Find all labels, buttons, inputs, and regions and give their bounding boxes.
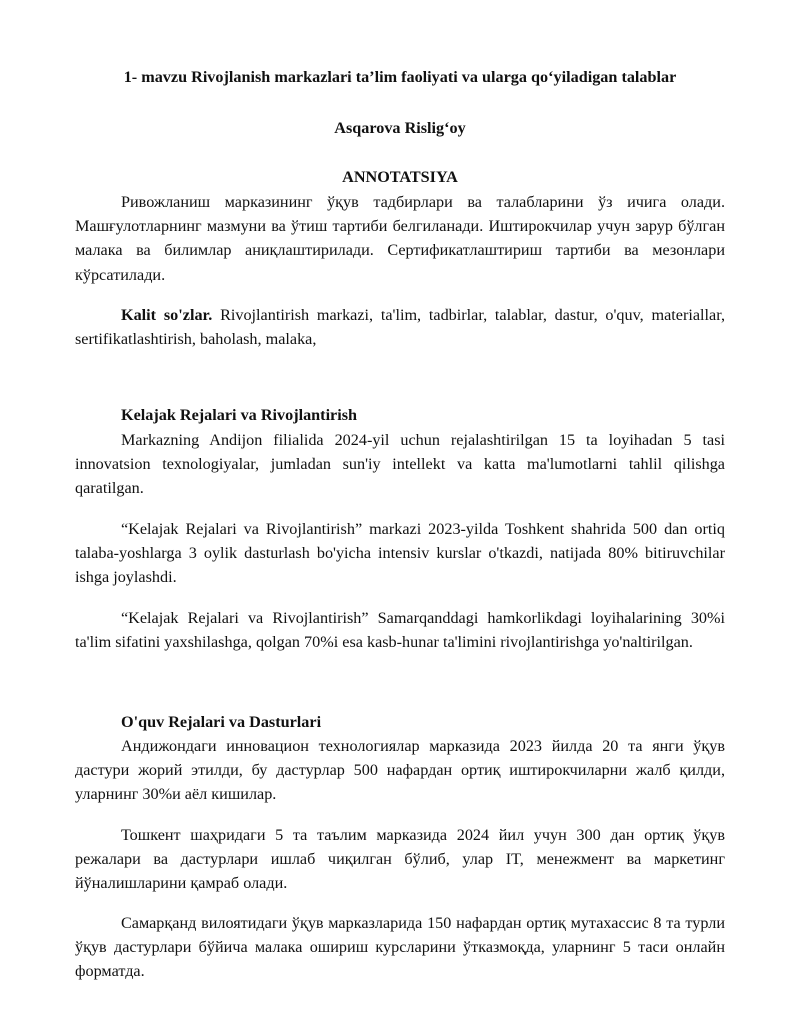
keywords-label: Kalit so'zlar. (121, 306, 213, 324)
section-heading-study-plans: O'quv Rejalari va Dasturlari (121, 713, 322, 731)
paragraph: Тошкент шаҳридаги 5 та таълим марказида 2024 йил учун 300 дан ортиқ ўқув режалари ва дастурлари ишлаб чиқилган бўлиб, улар IT, менежмент ва маркетинг йўналишларини қамраб олади. (75, 826, 725, 893)
keywords-paragraph (75, 303, 725, 351)
document-title: 1- mavzu Rivojlanish markazlari ta’lim faoliyati va ularga qo‘yiladigan talablar (123, 68, 677, 86)
annotation-paragraph: Ривожланиш марказининг ўқув тадбирлари ва талабларини ўз ичига олади. Машғулотларнинг мазмуни ва ўтиш тартиби белгиланади. Иштирокчилар учун зарур бўлган малака ва билимлар аниқлаштирилади. Сертификатлаштириш тартиби ва мезонлари кўрсатилади. (75, 193, 725, 284)
keywords-text: Rivojlantirish markazi, ta'lim, tadbirlar, talablar, dastur, o'quv, materiallar, sertifikatlashtirish, baholash, malaka, (75, 306, 725, 349)
paragraph: Markazning Andijon filialida 2024-yil uchun rejalashtirilgan 15 ta loyihadan 5 tasi innovatsion texnologiyalar, jumladan sun'iy intellekt va katta ma'lumotlarni tahlil qilishga qaratilgan. (75, 431, 725, 498)
paragraph: Андижондаги инновацион технологиялар марказида 2023 йилда 20 та янги ўқув дастури жорий этилди, бу дастурлар 500 нафардан ортиқ иштирокчиларни жалб қилди, уларнинг 30%и аёл кишилар. (75, 737, 725, 804)
author-name: Asqarova Rislig‘oy (334, 119, 466, 137)
paragraph: “Kelajak Rejalari va Rivojlantirish” Samarqanddagi hamkorlikdagi loyihalarining 30%i ta'lim sifatini yaxshilashga, qolgan 70%i esa kasb-hunar ta'limini rivojlantirishga yo'naltirilgan. (75, 609, 725, 652)
section-heading-future-plans: Kelajak Rejalari va Rivojlantirish (121, 406, 358, 424)
annotation-heading: ANNOTATSIYA (342, 168, 458, 186)
paragraph: Самарқанд вилоятидаги ўқув марказларида 150 нафардан ортиқ мутахассис 8 та турли ўқув дастурлари бўйича малака ошириш курсларини ўтказмоқда, уларнинг 5 таси онлайн форматда. (75, 914, 725, 981)
paragraph: “Kelajak Rejalari va Rivojlantirish” markazi 2023-yilda Toshkent shahrida 500 dan ortiq talaba-yoshlarga 3 oylik dasturlash bo'yicha intensiv kurslar o'tkazdi, natijada 80% bitiruvchilar ishga joylashdi. (75, 520, 725, 587)
